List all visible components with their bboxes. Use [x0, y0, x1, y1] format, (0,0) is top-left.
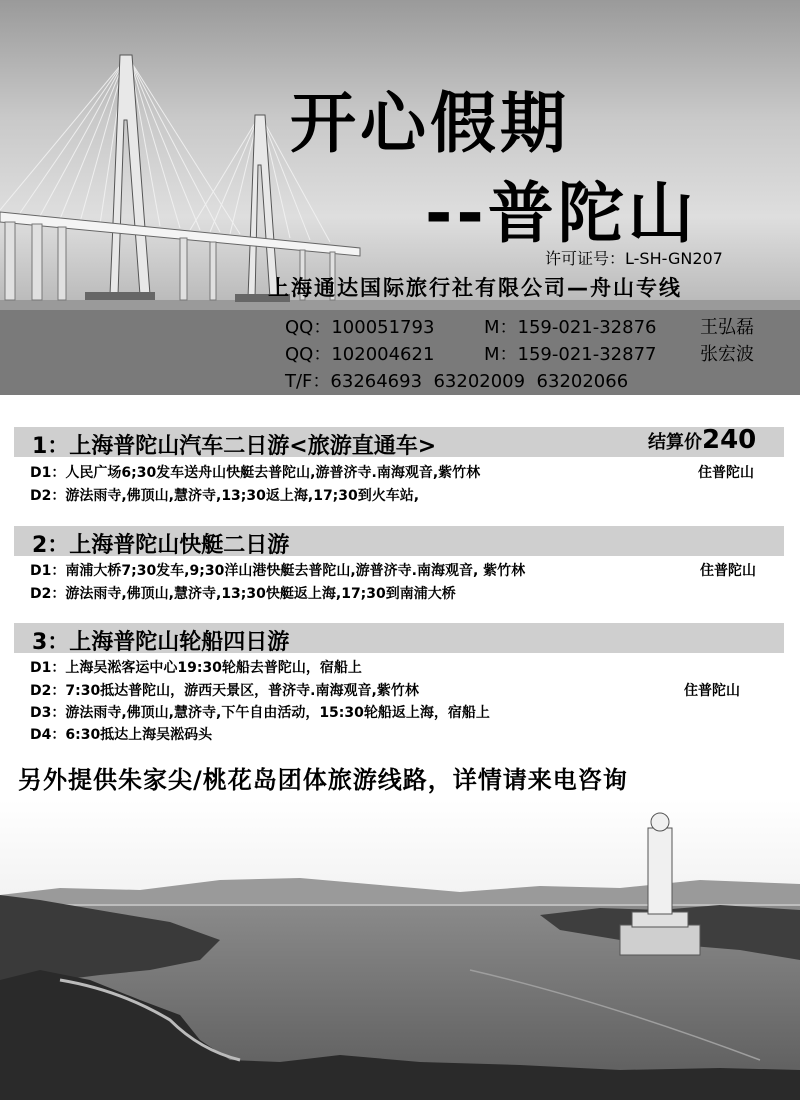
contact-qq-2: QQ：102004621: [285, 344, 435, 365]
route-2-day-2: D2：游法雨寺,佛顶山,慧济寺,13;30快艇返上海,17;30到南浦大桥: [30, 586, 456, 602]
landscape-illustration: [0, 800, 800, 1100]
contact-qq-1: QQ：100051793: [285, 317, 435, 338]
putuo-landscape-photo: [0, 800, 800, 1100]
contact-name-1: 王弘磊: [700, 317, 754, 338]
contact-mobile-1: M：159-021-32876: [484, 317, 657, 338]
price-label: 结算价: [648, 432, 702, 453]
poster-title: 开心假期: [290, 85, 570, 162]
route-3-day-2-stay: 住普陀山: [684, 683, 740, 699]
route-3-day-1: D1：上海吴淞客运中心19:30轮船去普陀山，宿船上: [30, 660, 362, 676]
price-value: 240: [702, 425, 757, 455]
contact-mobile-2: M：159-021-32877: [484, 344, 657, 365]
contact-name-2: 张宏波: [700, 344, 754, 365]
route-1-price: [648, 425, 756, 455]
route-3-day-4: D4：6:30抵达上海吴淞码头: [30, 727, 213, 743]
group-tour-note: 另外提供朱家尖/桃花岛团体旅游线路，详情请来电咨询: [18, 766, 628, 794]
route-3-day-2: D2：7:30抵达普陀山，游西天景区，普济寺.南海观音,紫竹林: [30, 683, 419, 699]
route-2-day-1-stay: 住普陀山: [700, 563, 756, 579]
route-3-day-3: D3：游法雨寺,佛顶山,慧济寺,下午自由活动，15:30轮船返上海，宿船上: [30, 705, 490, 721]
company-name: 上海通达国际旅行社有限公司—舟山专线: [268, 276, 682, 300]
hero-banner: [0, 0, 800, 395]
license-number: 许可证号：L-SH-GN207: [545, 249, 723, 268]
route-1-title: 1：上海普陀山汽车二日游<旅游直通车>: [32, 434, 437, 459]
route-1-day-1: D1：人民广场6;30发车送舟山快艇去普陀山,游普济寺.南海观音,紫竹林: [30, 465, 481, 481]
contact-phones: T/F：63264693 63202009 63202066: [285, 371, 629, 392]
route-2-title: 2：上海普陀山快艇二日游: [32, 533, 290, 558]
route-2-day-1: D1：南浦大桥7;30发车,9;30洋山港快艇去普陀山,游普济寺.南海观音, 紫竹林: [30, 563, 526, 579]
route-1-day-2: D2：游法雨寺,佛顶山,慧济寺,13;30返上海,17;30到火车站,: [30, 488, 420, 504]
route-3-title: 3：上海普陀山轮船四日游: [32, 630, 290, 655]
route-1-day-1-stay: 住普陀山: [698, 465, 754, 481]
poster-subtitle: --普陀山: [425, 175, 698, 252]
